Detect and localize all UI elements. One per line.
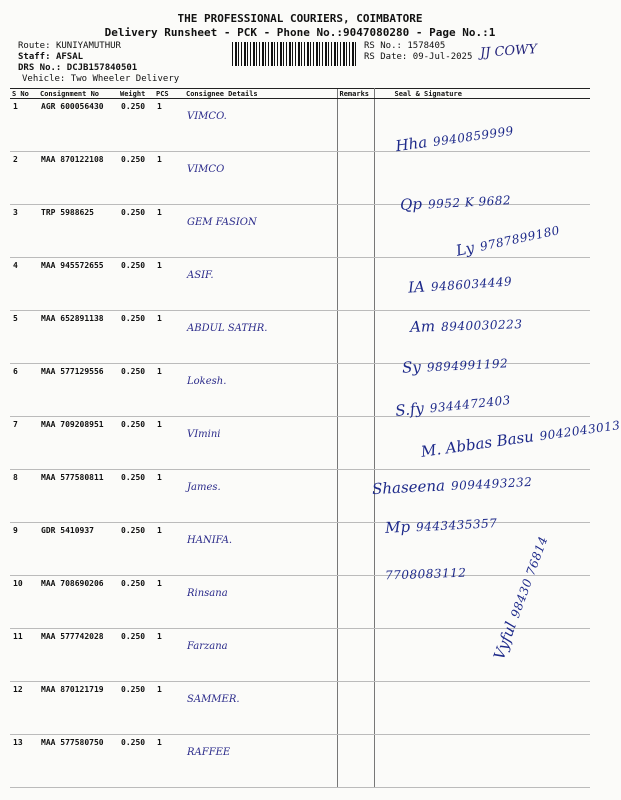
row-consignee: Lokesh.	[184, 364, 337, 417]
row-weight: 0.250	[118, 152, 154, 205]
row-signature-cell	[374, 682, 590, 735]
col-remarks: Remarks	[337, 89, 374, 99]
row-pcs: 1	[154, 682, 184, 735]
row-consignee: VIMCO	[184, 152, 337, 205]
row-consignee: VIMCO.	[184, 99, 337, 152]
signature-phone: 9042043013	[538, 418, 621, 444]
row-consignment-no: MAA 652891138	[38, 311, 118, 364]
row-pcs: 1	[154, 735, 184, 788]
row-sno: 1	[10, 99, 38, 152]
rs-no-line	[364, 41, 445, 51]
vehicle-label: Vehicle:	[22, 74, 66, 84]
vehicle-value: Two Wheeler Delivery	[70, 74, 180, 84]
signature-scribble: Am	[409, 317, 436, 336]
row-signature-cell	[374, 629, 590, 682]
row-sno: 4	[10, 258, 38, 311]
row-remarks	[337, 258, 374, 311]
row-pcs: 1	[154, 470, 184, 523]
col-consignment: Consignment No	[38, 89, 118, 99]
row-remarks	[337, 470, 374, 523]
row-consignment-no: MAA 577129556	[38, 364, 118, 417]
signature-scribble: Hha	[394, 132, 429, 156]
row-consignee: Farzana	[184, 629, 337, 682]
signature-phone: 9344472403	[429, 392, 512, 416]
route-value: KUNIYAMUTHUR	[55, 41, 121, 51]
row-sno: 2	[10, 152, 38, 205]
runsheet-subtitle: Delivery Runsheet - PCK - Phone No.:9047080280 - Page No.:1	[104, 26, 496, 39]
staff-line	[18, 52, 83, 62]
row-pcs: 1	[154, 205, 184, 258]
signature-scribble: Vyful	[489, 619, 521, 663]
handwritten-signature	[385, 562, 467, 584]
row-weight: 0.250	[118, 682, 154, 735]
row-weight: 0.250	[118, 629, 154, 682]
signature-phone: 9094493232	[450, 474, 533, 494]
row-weight: 0.250	[118, 205, 154, 258]
signature-phone: 9952 K 9682	[427, 193, 512, 212]
rs-date-line	[364, 52, 472, 62]
row-weight: 0.250	[118, 364, 154, 417]
staff-value: AFSAL	[55, 52, 84, 62]
signature-scribble: Shaseena	[371, 476, 446, 499]
row-consignee: ASIF.	[184, 258, 337, 311]
col-sno: S No	[10, 89, 38, 99]
signature-phone: 9443435357	[415, 516, 498, 535]
signature-phone: 9486034449	[430, 274, 513, 295]
handwritten-signature	[410, 313, 523, 336]
row-pcs: 1	[154, 629, 184, 682]
row-pcs: 1	[154, 417, 184, 470]
row-signature-cell	[374, 735, 590, 788]
row-pcs: 1	[154, 258, 184, 311]
row-consignment-no: MAA 708690206	[38, 576, 118, 629]
row-consignment-no: TRP 5988625	[38, 205, 118, 258]
signature-scribble: S.fy	[394, 399, 425, 421]
row-sno: 8	[10, 470, 38, 523]
col-weight: Weight	[118, 89, 154, 99]
row-consignee: James.	[184, 470, 337, 523]
row-consignment-no: MAA 870122108	[38, 152, 118, 205]
row-weight: 0.250	[118, 735, 154, 788]
handwritten-stamp: JJ COWY	[479, 42, 538, 61]
row-weight: 0.250	[118, 417, 154, 470]
row-consignment-no: MAA 870121719	[38, 682, 118, 735]
row-remarks	[337, 629, 374, 682]
row-consignee: HANIFA.	[184, 523, 337, 576]
table-row	[10, 523, 590, 576]
row-weight: 0.250	[118, 470, 154, 523]
row-remarks	[337, 523, 374, 576]
row-remarks	[337, 311, 374, 364]
col-pcs: PCS	[154, 89, 184, 99]
row-weight: 0.250	[118, 99, 154, 152]
row-pcs: 1	[154, 364, 184, 417]
col-signature: Seal & Signature	[374, 89, 590, 99]
row-weight: 0.250	[118, 311, 154, 364]
signature-scribble: Mp	[384, 517, 411, 537]
company-title: THE PROFESSIONAL COURIERS, COIMBATORE	[177, 12, 423, 25]
drs-barcode	[232, 42, 356, 66]
row-remarks	[337, 152, 374, 205]
rs-no-value: 1578405	[407, 41, 446, 51]
row-remarks	[337, 99, 374, 152]
row-remarks	[337, 576, 374, 629]
row-weight: 0.250	[118, 523, 154, 576]
row-consignee: SAMMER.	[184, 682, 337, 735]
signature-phone: 98430 76814	[508, 534, 551, 620]
row-consignee: ABDUL SATHR.	[184, 311, 337, 364]
row-pcs: 1	[154, 152, 184, 205]
signature-scribble: IA	[407, 277, 426, 297]
row-remarks	[337, 417, 374, 470]
row-sno: 13	[10, 735, 38, 788]
rs-date-value: 09-Jul-2025	[412, 52, 473, 62]
row-remarks	[337, 735, 374, 788]
row-consignment-no: MAA 709208951	[38, 417, 118, 470]
signature-phone: 9894991192	[426, 356, 509, 375]
row-pcs: 1	[154, 523, 184, 576]
row-pcs: 1	[154, 576, 184, 629]
signature-phone: 9940859999	[432, 123, 515, 149]
row-consignment-no: MAA 577580750	[38, 735, 118, 788]
drs-line	[18, 63, 137, 73]
row-remarks	[337, 205, 374, 258]
row-consignee: RAFFEE	[184, 735, 337, 788]
row-weight: 0.250	[118, 258, 154, 311]
table-row	[10, 682, 590, 735]
rs-no-label: RS No.:	[364, 41, 402, 51]
rs-date-label: RS Date:	[364, 52, 408, 62]
signature-phone: 9787899180	[478, 223, 562, 254]
row-sno: 9	[10, 523, 38, 576]
row-sno: 5	[10, 311, 38, 364]
signature-scribble: Qp	[399, 194, 423, 214]
row-sno: 10	[10, 576, 38, 629]
signature-phone: 8940030223	[440, 317, 523, 334]
signature-scribble: Ly	[454, 238, 476, 260]
row-consignment-no: MAA 577580811	[38, 470, 118, 523]
row-consignee: VImini	[184, 417, 337, 470]
table-row	[10, 735, 590, 788]
row-weight: 0.250	[118, 576, 154, 629]
row-consignee: Rinsana	[184, 576, 337, 629]
row-remarks	[337, 682, 374, 735]
signature-scribble: M. Abbas Basu	[419, 427, 535, 461]
route-label: Route:	[18, 41, 51, 51]
row-sno: 11	[10, 629, 38, 682]
row-sno: 3	[10, 205, 38, 258]
row-remarks	[337, 364, 374, 417]
staff-label: Staff:	[18, 52, 51, 62]
row-consignment-no: GDR 5410937	[38, 523, 118, 576]
row-consignee: GEM FASION	[184, 205, 337, 258]
drs-value: DCJB157840501	[66, 63, 138, 73]
vehicle-line	[22, 74, 179, 84]
row-pcs: 1	[154, 311, 184, 364]
row-signature-cell	[374, 576, 590, 629]
row-consignment-no: AGR 600056430	[38, 99, 118, 152]
signature-scribble: Sy	[401, 357, 422, 377]
row-sno: 7	[10, 417, 38, 470]
route-line	[18, 41, 121, 51]
row-pcs: 1	[154, 99, 184, 152]
table-header-row	[10, 89, 590, 99]
row-sno: 12	[10, 682, 38, 735]
row-consignment-no: MAA 577742028	[38, 629, 118, 682]
row-sno: 6	[10, 364, 38, 417]
drs-label: DRS No.:	[18, 63, 62, 73]
signature-phone: 7708083112	[384, 565, 467, 583]
row-consignment-no: MAA 945572655	[38, 258, 118, 311]
col-consignee: Consignee Details	[184, 89, 337, 99]
